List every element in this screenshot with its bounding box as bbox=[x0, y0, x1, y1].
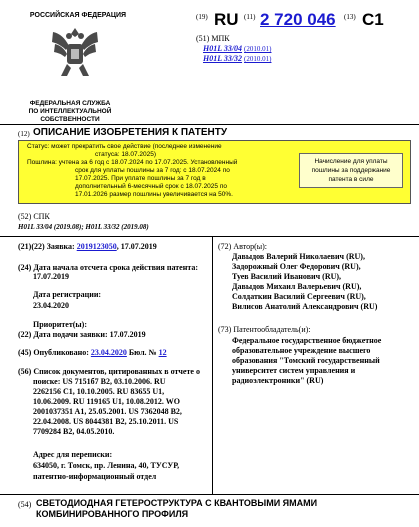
mpk-2-date[interactable]: (2010.01) bbox=[244, 55, 272, 63]
bulletin-label: Бюл. № bbox=[126, 348, 157, 357]
owner-line-3: образования "Томский государственный bbox=[232, 356, 380, 365]
status-line-1: Статус: может прекратить свое действие (последнее изменение bbox=[27, 143, 222, 150]
status-box bbox=[18, 140, 411, 204]
status-line-4: срок для уплаты пошлины за 7 год: с 18.07.2024 по bbox=[75, 167, 230, 174]
application-entry bbox=[18, 242, 208, 252]
references-line-4: 2001037351 A1, 25.05.2001. US 7362048 B2, bbox=[33, 407, 182, 416]
invention-title-num: (54) bbox=[18, 500, 32, 509]
owner-line-4: университет систем управления и bbox=[232, 366, 356, 375]
spk-label: (52) СПК bbox=[18, 212, 50, 221]
divider-top bbox=[0, 124, 419, 125]
status-line-2: статуса: 18.07.2025) bbox=[95, 151, 157, 158]
term-start-date: 17.07.2019 bbox=[33, 272, 69, 281]
author-4: Давыдов Михаил Валерьевич (RU), bbox=[232, 282, 362, 291]
author-6: Вилисов Анатолий Александрович (RU) bbox=[232, 302, 378, 311]
owner-line-2: образовательное учреждение высшего bbox=[232, 346, 371, 355]
doc-title-num: (12) bbox=[18, 130, 30, 138]
agency-line-2: ПО ИНТЕЛЛЕКТУАЛЬНОЙ СОБСТВЕННОСТИ bbox=[28, 108, 112, 123]
agency-line-1: ФЕДЕРАЛЬНАЯ СЛУЖБА bbox=[29, 100, 111, 107]
patent-number-link[interactable]: 2 720 046 bbox=[260, 10, 336, 29]
owner-label: (73) Патентообладатель(и): bbox=[218, 325, 311, 334]
references-block bbox=[33, 377, 211, 437]
publication-date-link[interactable]: 23.04.2020 bbox=[90, 348, 127, 357]
publication-entry bbox=[18, 348, 208, 358]
patent-number-line bbox=[196, 10, 416, 34]
divider-mid bbox=[0, 236, 419, 237]
references-line-2: 2262156 C1, 10.10.2005. RU 83655 U1, bbox=[33, 387, 165, 396]
code-13: (13) bbox=[344, 13, 356, 21]
references-label: (56) Список документов, цитированных в отчете о bbox=[18, 367, 200, 376]
filing-date: (22) Дата подачи заявки: 17.07.2019 bbox=[18, 330, 146, 339]
mpk-entry-1 bbox=[203, 44, 271, 54]
status-line-3: Пошлина: учтена за 6 год с 18.07.2024 по 17.07.2025. Установленный bbox=[27, 159, 238, 166]
registration-date: 23.04.2020 bbox=[33, 301, 69, 310]
application-label: (21)(22) Заявка: bbox=[18, 242, 75, 251]
priority-label: Приоритет(ы): bbox=[33, 320, 87, 329]
references-line-1: поиске: US 7151б7 B2, 03.10.2006. RU bbox=[33, 377, 166, 386]
code-11: (11) bbox=[244, 13, 256, 21]
status-line-7: 17.01.2026 размер пошлины увеличивается на 50%. bbox=[75, 191, 233, 198]
mpk-1-date[interactable]: (2010.01) bbox=[244, 45, 272, 53]
references-line-6: 7709284 B2, 04.05.2010. bbox=[33, 427, 115, 436]
mpk-label: (51) МПК bbox=[196, 34, 230, 43]
country-code: RU bbox=[214, 10, 239, 29]
term-start-label: (24) Дата начала отсчета срока действия патента: bbox=[18, 263, 199, 272]
kind-code: C1 bbox=[362, 10, 384, 29]
author-5: Солдаткин Василий Сергеевич (RU), bbox=[232, 292, 366, 301]
authors-label: (72) Автор(ы): bbox=[218, 242, 267, 251]
mpk-1-code[interactable]: H01L 33/04 bbox=[203, 44, 243, 53]
fee-notice-line-1: Начисление для уплаты bbox=[314, 158, 388, 165]
address-line-1: 634050, г. Томск, пр. Ленина, 40, ТУСУР, bbox=[33, 461, 180, 470]
status-line-6: дополнительный 6-месячный срок с 18.07.2025 по bbox=[75, 183, 227, 190]
references-line-3: 10.06.2009. RU 119165 U1, 10.08.2012. WO bbox=[33, 397, 180, 406]
invention-title-line-1: СВЕТОДИОДНАЯ ГЕТЕРОСТРУКТУРА С КВАНТОВЫМИ ЯМАМИ bbox=[36, 498, 318, 508]
fee-notice-line-2: пошлины за поддержание bbox=[311, 167, 391, 174]
mpk-entry-2 bbox=[203, 54, 271, 64]
owner-line-5: радиоэлектроники" (RU) bbox=[232, 376, 324, 385]
fee-notice-button[interactable] bbox=[299, 153, 403, 188]
divider-bottom bbox=[0, 494, 419, 495]
bulletin-number-link[interactable]: 12 bbox=[158, 348, 167, 357]
registration-label: Дата регистрации: bbox=[33, 290, 102, 299]
owner-line-1: Федеральное государственное бюджетное bbox=[232, 336, 382, 345]
application-number-link[interactable]: 2019123050 bbox=[76, 242, 117, 251]
code-19: (19) bbox=[196, 13, 208, 21]
application-date: , 17.07.2019 bbox=[116, 242, 157, 251]
mpk-2-code[interactable]: H01L 33/32 bbox=[203, 54, 243, 63]
author-1: Давыдов Валерий Николаевич (RU), bbox=[232, 252, 365, 261]
address-label: Адрес для переписки: bbox=[33, 450, 113, 459]
owner-list bbox=[232, 336, 412, 386]
author-2: Задорожный Олег Федорович (RU), bbox=[232, 262, 361, 271]
russia-emblem-icon bbox=[45, 22, 105, 84]
doc-title: ОПИСАНИЕ ИЗОБРЕТЕНИЯ К ПАТЕНТУ bbox=[33, 127, 228, 138]
address-line-2: патентно-информационный отдел bbox=[33, 472, 157, 481]
fee-notice-line-3: патента в силе bbox=[328, 176, 374, 183]
invention-title-line-2: КОМБИНИРОВАННОГО ПРОФИЛЯ bbox=[36, 509, 189, 519]
references-line-5: 22.04.2008. US 8044381 B2, 25.10.2011. US bbox=[33, 417, 179, 426]
publication-label: (45) Опубликовано: bbox=[18, 348, 89, 357]
author-3: Туев Василий Иванович (RU), bbox=[232, 272, 342, 281]
column-divider bbox=[212, 236, 213, 494]
status-line-5: 17.07.2025. При уплате пошлины за 7 год в bbox=[75, 175, 206, 182]
spk-value: H01L 33/04 (2019.08); H01L 33/32 (2019.08) bbox=[18, 223, 149, 231]
country-name: РОССИЙСКАЯ ФЕДЕРАЦИЯ bbox=[29, 12, 127, 19]
authors-list bbox=[232, 252, 412, 312]
